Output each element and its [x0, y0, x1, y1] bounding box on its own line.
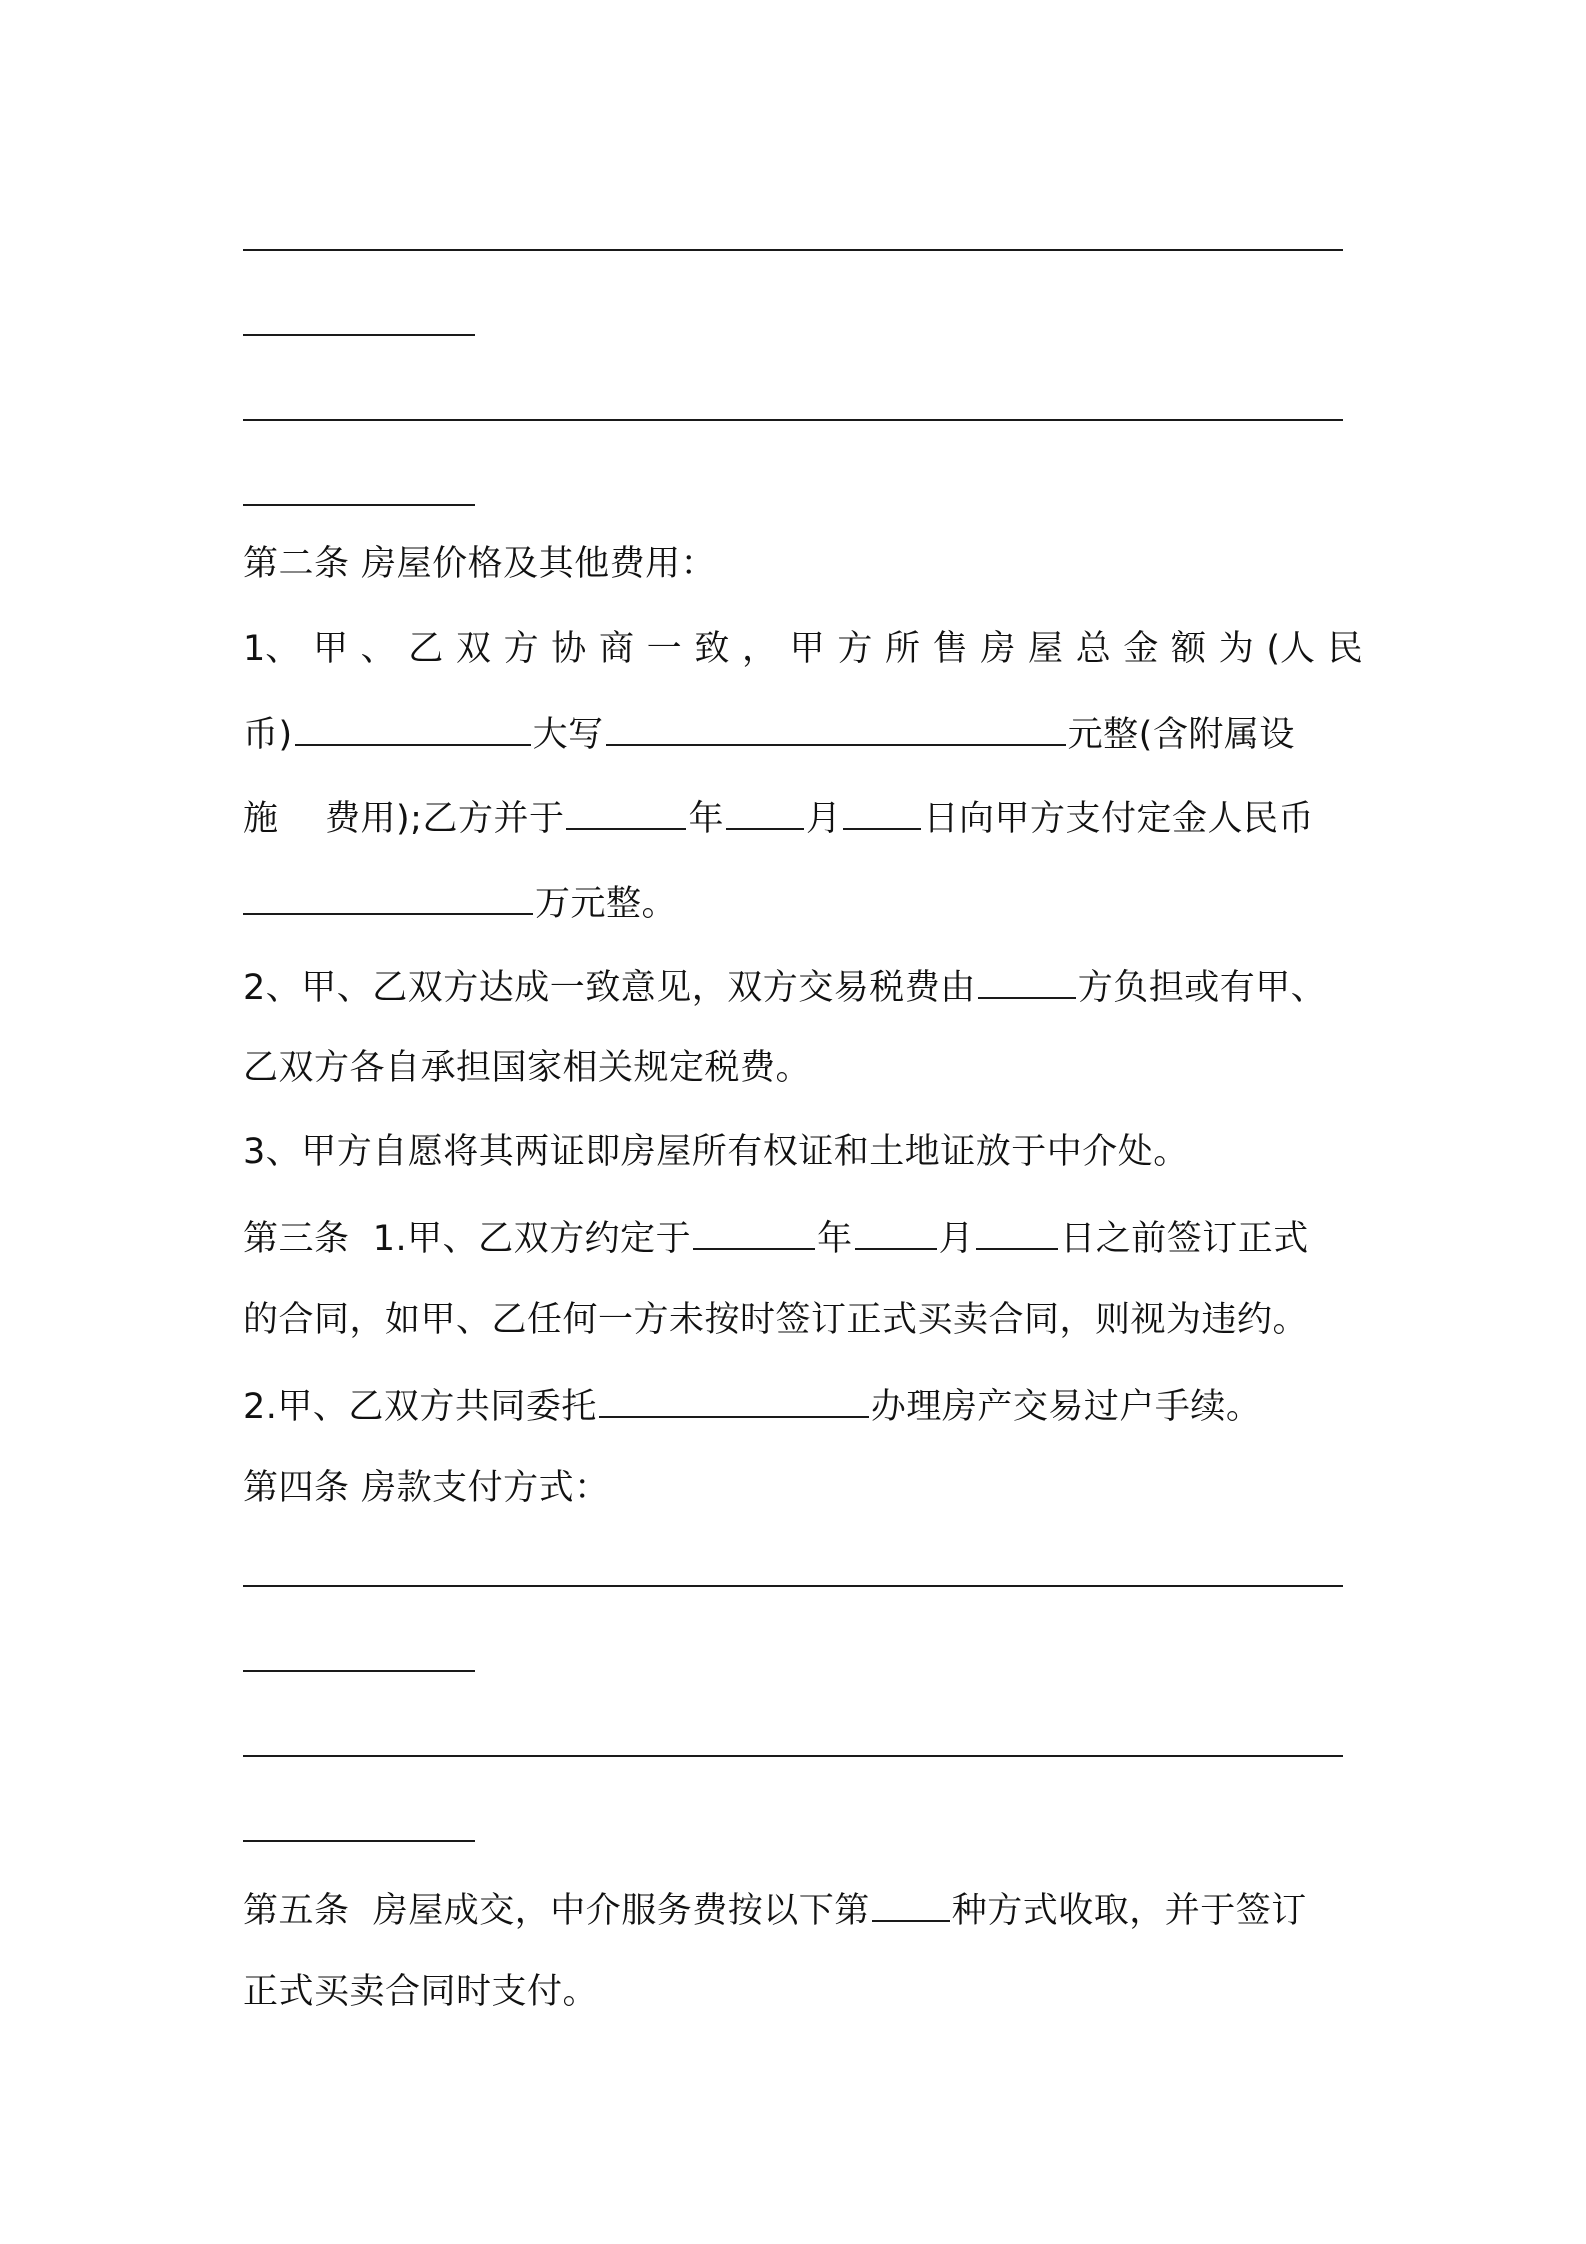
text-char: 乙	[408, 629, 444, 669]
text-char: 协	[551, 629, 587, 669]
text-char: 为	[1218, 629, 1254, 669]
text-char: (人	[1266, 629, 1316, 669]
text-char: 总	[1075, 629, 1111, 669]
text-char: 民	[1327, 629, 1363, 669]
text-char: 甲	[312, 629, 348, 669]
text-segment: 施 费用);乙方并于	[243, 799, 565, 839]
article2-heading: 第二条 房屋价格及其他费用：	[243, 544, 717, 584]
fill-blank	[566, 794, 686, 830]
fill-line	[243, 1840, 475, 1842]
text-segment: 方负担或有甲、	[1077, 968, 1327, 1008]
fill-blank	[872, 1886, 950, 1922]
text-char: 售	[932, 629, 968, 669]
text-char: ，	[741, 629, 777, 669]
text-segment: 大写	[532, 715, 604, 755]
text-segment: 办理房产交易过户手续。	[870, 1387, 1262, 1427]
text-char: 甲	[789, 629, 825, 669]
fill-line	[243, 1755, 1343, 1757]
fill-blank	[599, 1382, 869, 1418]
text-char: 所	[885, 629, 921, 669]
text-char: 、	[360, 629, 396, 669]
text-segment: 万元整。	[535, 884, 678, 924]
fill-line	[243, 504, 475, 506]
article2-item1-line2	[243, 710, 1295, 757]
text-segment: 种方式收取，并于签订	[951, 1891, 1307, 1931]
text-char: 金	[1123, 629, 1159, 669]
text-char: 商	[598, 629, 634, 669]
text-char: 方	[503, 629, 539, 669]
article3-item2	[243, 1382, 1261, 1429]
article2-item1-line3	[243, 794, 1314, 841]
article2-item3: 3、甲方自愿将其两证即房屋所有权证和土地证放于中介处。	[243, 1132, 1189, 1172]
fill-line	[243, 334, 475, 336]
text-segment: 元整(含附属设	[1067, 715, 1295, 755]
article3-line1	[243, 1214, 1309, 1261]
text-char: 方	[837, 629, 873, 669]
fill-line	[243, 1585, 1343, 1587]
text-char: 1、	[243, 629, 301, 669]
text-segment: 年	[688, 799, 724, 839]
text-segment: 2、甲、乙双方达成一致意见，双方交易税费由	[243, 968, 976, 1008]
text-char: 屋	[1028, 629, 1064, 669]
text-segment: 年	[817, 1219, 853, 1259]
text-segment: 月	[805, 799, 842, 839]
text-segment: 日向甲方支付定金人民币	[923, 799, 1314, 839]
fill-blank	[726, 794, 804, 830]
article5-line2: 正式买卖合同时支付。	[243, 1972, 599, 2012]
fill-blank	[855, 1214, 937, 1250]
article2-item2-line1	[243, 963, 1326, 1010]
text-char: 一	[646, 629, 682, 669]
article2-item1-line1	[243, 627, 1363, 671]
fill-blank	[693, 1214, 815, 1250]
text-char: 双	[455, 629, 491, 669]
text-segment: 日之前签订正式	[1060, 1219, 1309, 1259]
text-char: 致	[694, 629, 730, 669]
text-char: 额	[1171, 629, 1207, 669]
article5-line1	[243, 1886, 1307, 1933]
fill-blank	[295, 710, 531, 746]
article4-heading: 第四条 房款支付方式：	[243, 1468, 610, 1508]
fill-line	[243, 249, 1343, 251]
text-segment: 第三条 1.甲、乙双方约定于	[243, 1219, 692, 1259]
text-segment: 币)	[243, 715, 293, 755]
text-segment: 第五条 房屋成交，中介服务费按以下第	[243, 1891, 870, 1931]
text-segment: 月	[938, 1219, 975, 1259]
fill-blank	[976, 1214, 1058, 1250]
article2-item1-line4	[243, 879, 677, 926]
article3-line2: 的合同，如甲、乙任何一方未按时签订正式买卖合同，则视为违约。	[243, 1300, 1309, 1340]
article2-item2-line2: 乙双方各自承担国家相关规定税费。	[243, 1048, 812, 1088]
fill-blank	[606, 710, 1066, 746]
fill-blank	[243, 879, 533, 915]
fill-line	[243, 419, 1343, 421]
fill-blank	[978, 963, 1076, 999]
text-segment: 2.甲、乙双方共同委托	[243, 1387, 597, 1427]
text-char: 房	[980, 629, 1016, 669]
fill-line	[243, 1670, 475, 1672]
fill-blank	[843, 794, 921, 830]
